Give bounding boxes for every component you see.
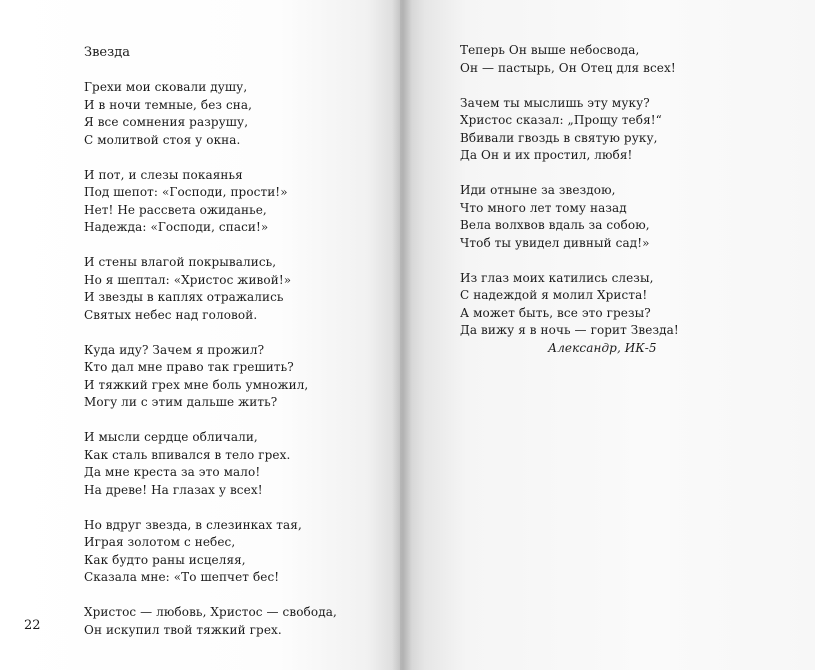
poem-line: Он искупил твой тяжкий грех.	[84, 622, 282, 637]
poem-line: Надежда: «Господи, спаси!»	[84, 220, 269, 234]
poem-line: Теперь Он выше небосвода,	[460, 43, 640, 57]
poem-line: На древе! На глазах у всех!	[84, 482, 263, 497]
poem-line: Христос — любовь, Христос — свобода,	[84, 605, 337, 619]
right-poem-text	[460, 42, 679, 357]
stanza	[460, 42, 679, 77]
poem-line: Кто дал мне право так грешить?	[84, 360, 294, 374]
stanza	[460, 95, 679, 165]
stanza	[84, 517, 337, 587]
poem-line: А может быть, все это грезы?	[460, 305, 651, 320]
poem-line: Да Он и их простил, любя!	[460, 148, 633, 162]
poem-line: И пот, и слезы покаянья	[84, 167, 243, 182]
poem-line: Иди отныне за звездою,	[460, 183, 616, 197]
poem-title: Звезда	[84, 45, 130, 60]
stanza	[460, 182, 679, 252]
poem-line: Вела волхвов вдаль за собою,	[460, 218, 650, 232]
stanza	[84, 429, 337, 499]
poem-line: Вбивали гвоздь в святую руку,	[460, 130, 658, 145]
stanza	[84, 342, 337, 412]
poem-line: Как будто раны исцеляя,	[84, 552, 246, 567]
poem-line: Из глаз моих катились слезы,	[460, 270, 654, 285]
poem-line: Зачем ты мыслишь эту муку?	[460, 95, 650, 110]
stanza	[84, 604, 337, 639]
poem-line: Он — пастырь, Он Отец для всех!	[460, 60, 676, 75]
poem-line: Христос сказал: „Прощу тебя!“	[460, 113, 662, 127]
left-poem-text	[84, 79, 337, 657]
poem-line: Грехи мои сковали душу,	[84, 80, 248, 94]
poem-line: Куда иду? Зачем я прожил?	[84, 342, 265, 357]
stanza	[460, 270, 679, 340]
right-page	[400, 0, 815, 670]
poem-line: И стены влагой покрывались,	[84, 255, 277, 269]
poem-line: Я все сомнения разрушу,	[84, 115, 249, 129]
poem-line: Как сталь впивался в тело грех.	[84, 447, 291, 462]
poem-line: Играя золотом с небес,	[84, 535, 236, 549]
poem-line: Сказала мне: «То шепчет бес!	[84, 570, 280, 584]
poem-line: И мысли сердце обличали,	[84, 430, 258, 444]
poem-line: И в ночи темные, без сна,	[84, 97, 253, 112]
poem-line: И тяжкий грех мне боль умножил,	[84, 377, 309, 392]
stanza	[84, 167, 337, 237]
poem-line: Чтоб ты увидел дивный сад!»	[460, 235, 650, 250]
poem-line: Могу ли с этим дальше жить?	[84, 395, 278, 409]
poem-line: Да вижу я в ночь — горит Звезда!	[460, 323, 679, 337]
poem-line: Да мне креста за это мало!	[84, 465, 261, 479]
poem-line: С надеждой я молил Христа!	[460, 288, 648, 302]
stanza	[84, 254, 337, 324]
poem-line: Что много лет тому назад	[460, 200, 627, 215]
poem-line: Под шепот: «Господи, прости!»	[84, 185, 288, 199]
page-number: 22	[24, 618, 41, 633]
left-page	[0, 0, 400, 670]
poem-line: С молитвой стоя у окна.	[84, 132, 241, 147]
author-signature: Александр, ИК-5	[548, 340, 657, 355]
poem-line: Нет! Не рассвета ожиданье,	[84, 202, 267, 217]
poem-line: Но я шептал: «Христос живой!»	[84, 272, 292, 287]
poem-line: Святых небес над головой.	[84, 307, 258, 322]
poem-line: Но вдруг звезда, в слезинках тая,	[84, 517, 302, 532]
poem-line: И звезды в каплях отражались	[84, 290, 284, 304]
stanza	[84, 79, 337, 149]
